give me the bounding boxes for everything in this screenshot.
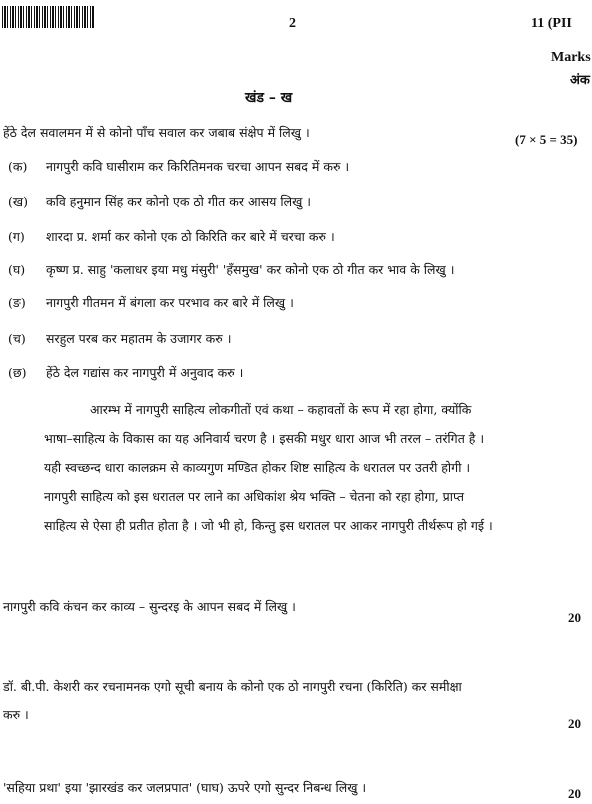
long-question-text: 'सहिया प्रथा' इया 'झारखंड कर जलप्रपात' (घाघ) ऊपरे एगो सुन्दर निबन्ध लिखु । xyxy=(3,780,367,795)
question-label: (छ) xyxy=(8,365,27,380)
page-number: 2 xyxy=(289,16,296,31)
passage-line: नागपुरी साहित्य को इस धरातल पर लाने का अधिकांश श्रेय भक्ति – चेतना को रहा होगा, प्राप्त xyxy=(44,489,464,504)
passage-line: यही स्वच्छन्द धारा कालक्रम से काव्यगुण मण्डित होकर शिष्ट साहित्य के धरातल पर उतरी होगी । xyxy=(44,460,471,475)
question-text: कृष्ण प्र. साहु 'कलाधर इया मधु मंसुरी' 'हँसमुख' कर कोनो एक ठो गीत कर भाव के लिखु । xyxy=(46,262,455,277)
passage-line: भाषा–साहित्य के विकास का यह अनिवार्य चरण है । इसकी मधुर धारा आज भी तरल – तरंगित है । xyxy=(44,431,485,446)
question-label: (क) xyxy=(8,159,28,174)
section-instruction: हेंठे देल सवालमन में से कोनो पाँच सवाल कर जबाब संक्षेप में लिखु । xyxy=(3,125,310,140)
translation-passage xyxy=(44,395,564,540)
long-question-text: नागपुरी कवि कंचन कर काव्य – सुन्दरइ के आपन सबद में लिखु । xyxy=(3,599,296,614)
marks-label-en: Marks xyxy=(551,50,591,65)
question-label: (ख) xyxy=(8,194,28,209)
question-label: (ग) xyxy=(8,229,25,244)
question-text: कवि हनुमान सिंह कर कोनो एक ठो गीत कर आसय लिखु । xyxy=(46,194,312,209)
question-label: (च) xyxy=(8,331,26,346)
paper-code: 11 (PII xyxy=(531,16,572,31)
question-text: हेंठे देल गद्यांस कर नागपुरी में अनुवाद करु । xyxy=(46,365,244,380)
question-text: नागपुरी गीतमन में बंगला कर परभाव कर बारे में लिखु । xyxy=(46,295,294,310)
question-marks: 20 xyxy=(568,786,581,801)
question-label: (ङ) xyxy=(8,295,26,310)
section-heading: खंड – ख xyxy=(245,90,293,106)
long-question-text-cont: करु । xyxy=(3,707,29,722)
marks-label-hi: अंक xyxy=(570,73,590,88)
passage-line: आरम्भ में नागपुरी साहित्य लोकगीतों एवं कथा – कहावतों के रूप में रहा होगा, क्योंकि xyxy=(90,402,472,417)
question-text: शारदा प्र. शर्मा कर कोनो एक ठो किरिति कर बारे में चरचा करु । xyxy=(46,229,335,244)
question-text: नागपुरी कवि घासीराम कर किरितिमनक चरचा आपन सबद में करु । xyxy=(46,159,350,174)
passage-line: साहित्य से ऐसा ही प्रतीत होता है । जो भी हो, किन्तु इस धरातल पर आकर नागपुरी तीर्थरूप हो गई । xyxy=(44,518,493,533)
question-text: सरहुल परब कर महातम के उजागर करु । xyxy=(46,331,232,346)
question-marks: 20 xyxy=(568,610,581,625)
long-question-text: डॉ. बी.पी. केशरी कर रचनामनक एगो सूची बनाय के कोनो एक ठो नागपुरी रचना (किरिति) कर समीक्षा xyxy=(3,679,462,694)
question-marks: 20 xyxy=(568,716,581,731)
question-label: (घ) xyxy=(8,262,26,277)
barcode xyxy=(2,6,94,28)
marks-formula: (7 × 5 = 35) xyxy=(515,132,578,147)
